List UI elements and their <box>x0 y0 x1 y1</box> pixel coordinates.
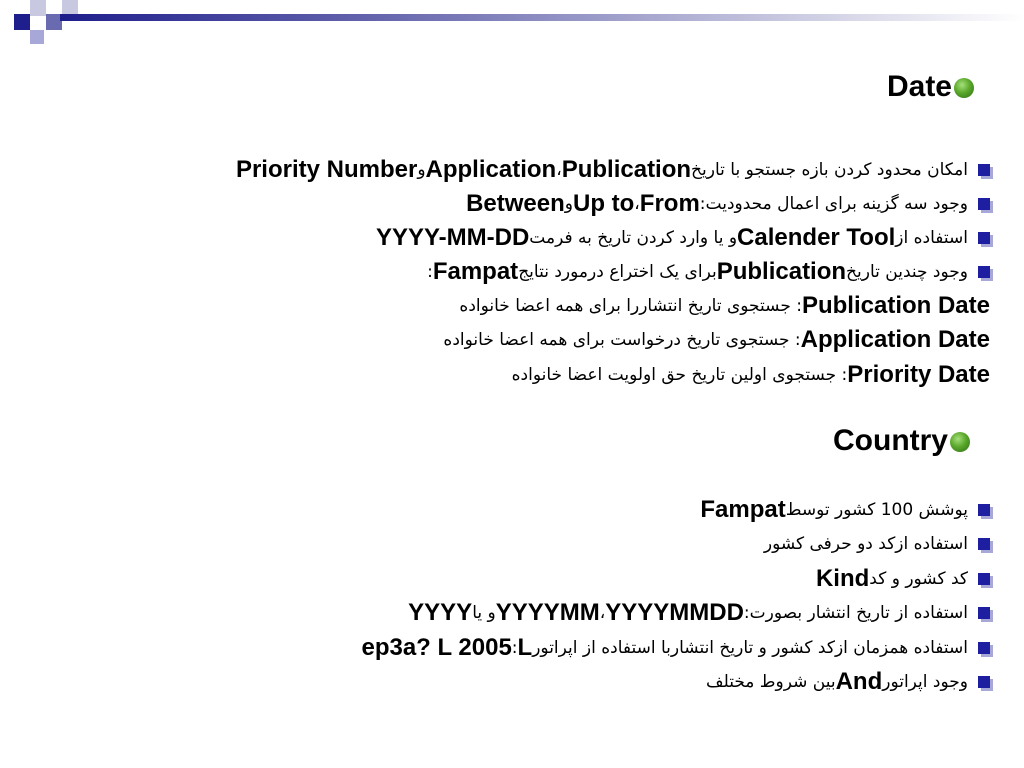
country-item <box>764 528 990 560</box>
item-term: From <box>639 190 700 217</box>
square-bullet-icon <box>978 198 990 210</box>
square-bullet-icon <box>978 504 990 516</box>
item-text: استفاده از <box>895 228 968 248</box>
date-heading <box>887 70 974 104</box>
item-text: وجود چندین تاریخ <box>846 262 968 282</box>
item-term: ep3a? L 2005 <box>361 634 512 661</box>
item-term: Publication <box>716 258 847 285</box>
item-term: Fampat <box>700 496 786 523</box>
header-gradient-bar <box>60 14 1024 21</box>
item-text: و یا وارد کردن تاریخ به فرمت <box>529 228 738 248</box>
item-term: YYYYMMDD <box>605 599 744 626</box>
definition-term: Publication Date <box>801 292 990 319</box>
item-term: Fampat <box>432 258 519 285</box>
item-text: ، <box>634 194 640 214</box>
item-term: YYYY <box>408 599 473 626</box>
item-text: استفاده ازکد دو حرفی کشور <box>763 534 968 554</box>
square-bullet-icon <box>978 266 990 278</box>
square-bullet-icon <box>978 538 990 550</box>
item-term: Between <box>466 190 565 217</box>
item-text: کد کشور و کد <box>869 569 968 589</box>
date-definition <box>512 359 990 391</box>
green-bullet-icon <box>954 78 974 98</box>
item-text: و <box>564 194 573 214</box>
date-item <box>427 256 990 288</box>
item-text: ، <box>556 160 562 180</box>
item-text: استفاده همزمان ازکد کشور و تاریخ انتشاربا استفاده از اپراتور <box>532 638 968 658</box>
country-item <box>816 563 990 595</box>
item-term: Publication <box>561 156 692 183</box>
square-bullet-icon <box>978 573 990 585</box>
item-term: Application <box>425 156 557 183</box>
definition-text: : جستجوی اولین تاریخ حق اولویت اعضا خانواده <box>511 365 848 385</box>
date-item <box>376 222 990 254</box>
item-text: پوشش 100 کشور توسط <box>785 500 968 520</box>
item-text: وجود سه گزینه برای اعمال محدودیت: <box>699 194 968 214</box>
item-term: YYYYMM <box>495 599 600 626</box>
item-text: برای یک اختراع درمورد نتایج <box>518 262 717 282</box>
definition-text: : جستجوی تاریخ انتشاررا برای همه اعضا خانواده <box>459 296 802 316</box>
date-definition <box>459 290 990 322</box>
item-term: L <box>517 634 533 661</box>
definition-term: Priority Date <box>847 361 990 388</box>
decor-square <box>30 0 46 16</box>
country-heading <box>833 424 970 458</box>
square-bullet-icon <box>978 232 990 244</box>
square-bullet-icon <box>978 607 990 619</box>
item-term: YYYY-MM-DD <box>375 224 530 251</box>
country-item <box>706 666 990 698</box>
definition-term: Application Date <box>800 326 990 353</box>
decor-square <box>14 14 30 30</box>
date-item <box>466 188 990 220</box>
decor-square <box>30 30 44 44</box>
definition-text: : جستجوی تاریخ درخواست برای همه اعضا خانواده <box>443 330 801 350</box>
item-text: وجود اپراتور <box>882 672 968 692</box>
date-heading-text: Date <box>886 70 952 103</box>
item-text: و یا <box>472 603 496 623</box>
item-term: Kind <box>815 565 870 592</box>
country-item <box>700 494 990 526</box>
item-text: : <box>427 262 433 282</box>
item-text: بین شروط مختلف <box>705 672 836 692</box>
item-text: و <box>417 160 426 180</box>
item-term: Calender Tool <box>737 224 896 251</box>
square-bullet-icon <box>978 642 990 654</box>
item-text: ، <box>599 603 606 623</box>
item-text: امکان محدود کردن بازه جستجو با تاریخ <box>691 160 968 180</box>
item-term: Up to <box>572 190 635 217</box>
country-heading-text: Country <box>833 424 948 457</box>
item-term: Priority Number <box>235 156 418 183</box>
green-bullet-icon <box>950 432 970 452</box>
square-bullet-icon <box>978 676 990 688</box>
slide-header-decoration <box>0 0 1024 38</box>
country-item <box>408 597 990 629</box>
country-item <box>361 632 990 664</box>
item-text: : <box>511 638 518 658</box>
item-text: استفاده از تاریخ انتشار بصورت: <box>743 603 968 623</box>
date-definition <box>443 324 990 356</box>
square-bullet-icon <box>978 164 990 176</box>
date-item <box>236 154 990 186</box>
item-term: And <box>835 668 883 695</box>
